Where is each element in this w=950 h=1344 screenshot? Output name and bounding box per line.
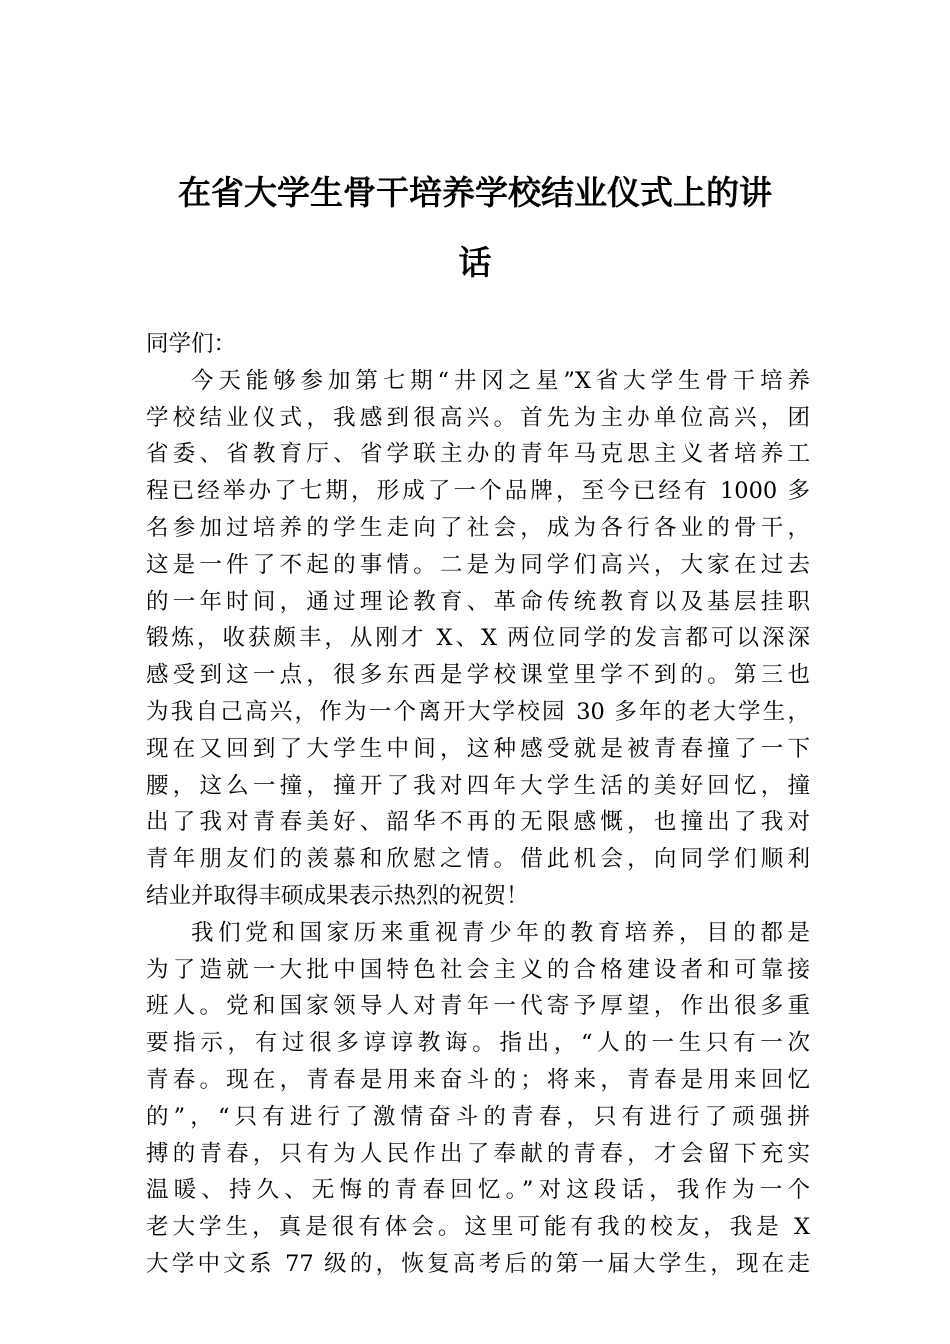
- body-text-line: 今天能够参加第七期“井冈之星”X省大学生骨干培养: [191, 367, 810, 394]
- document-title: [145, 158, 805, 298]
- body-text-line: 为了造就一大批中国特色社会主义的合格建设者和可靠接: [146, 956, 810, 983]
- body-text-line: 的”，“只有进行了激情奋斗的青春，只有进行了顽强拼: [146, 1103, 810, 1130]
- body-text-line: 班人。党和国家领导人对青年一代寄予厚望，作出很多重: [146, 993, 810, 1020]
- body-text-line: 搏的青春，只有为人民作出了奉献的青春，才会留下充实: [146, 1140, 810, 1167]
- body-text-line: 青春。现在，青春是用来奋斗的；将来，青春是用来回忆: [146, 1066, 810, 1093]
- body-text-line: 温暖、持久、无悔的青春回忆。”对这段话，我作为一个: [146, 1177, 810, 1204]
- title-line-2: 话: [458, 243, 492, 282]
- body-text-line: 青年朋友们的羡慕和欣慰之情。借此机会，向同学们顺利: [146, 846, 810, 873]
- body-text-line: 名参加过培养的学生走向了社会，成为各行各业的骨干，: [146, 514, 810, 541]
- document-body: [146, 326, 810, 1283]
- body-text-line: 大学中文系 77 级的，恢复高考后的第一届大学生，现在走: [146, 1250, 810, 1277]
- body-text-line: 现在又回到了大学生中间，这种感受就是被青春撞了一下: [146, 735, 810, 762]
- body-text-line: 的一年时间，通过理论教育、革命传统教育以及基层挂职: [146, 588, 810, 615]
- title-line-1: 在省大学生骨干培养学校结业仪式上的讲: [178, 173, 772, 212]
- body-text-line: 为我自己高兴，作为一个离开大学校园 30 多年的老大学生，: [146, 698, 810, 725]
- body-text-line: 锻炼，收获颇丰，从刚才 X、X 两位同学的发言都可以深深: [146, 625, 810, 652]
- body-text-line: 老大学生，真是很有体会。这里可能有我的校友，我是 X: [146, 1214, 810, 1241]
- body-text-line: 学校结业仪式，我感到很高兴。首先为主办单位高兴，团: [146, 404, 810, 431]
- body-text-line: 这是一件了不起的事情。二是为同学们高兴，大家在过去: [146, 551, 810, 578]
- body-text-line: 结业并取得丰硕成果表示热烈的祝贺！: [146, 882, 529, 909]
- body-text-line: 出了我对青春美好、韶华不再的无限感慨，也撞出了我对: [146, 809, 810, 836]
- body-text-line: 程已经举办了七期，形成了一个品牌，至今已经有 1000 多: [146, 478, 810, 505]
- body-text-line: 省委、省教育厅、省学联主办的青年马克思主义者培养工: [146, 441, 810, 468]
- body-text-line: 腰，这么一撞，撞开了我对四年大学生活的美好回忆，撞: [146, 772, 810, 799]
- body-text-line: 同学们：: [146, 331, 237, 357]
- body-text-line: 要指示，有过很多谆谆教诲。指出，“人的一生只有一次: [146, 1030, 810, 1057]
- body-text-line: 感受到这一点，很多东西是学校课堂里学不到的。第三也: [146, 662, 810, 689]
- body-text-line: 我们党和国家历来重视青少年的教育培养，目的都是: [191, 919, 810, 946]
